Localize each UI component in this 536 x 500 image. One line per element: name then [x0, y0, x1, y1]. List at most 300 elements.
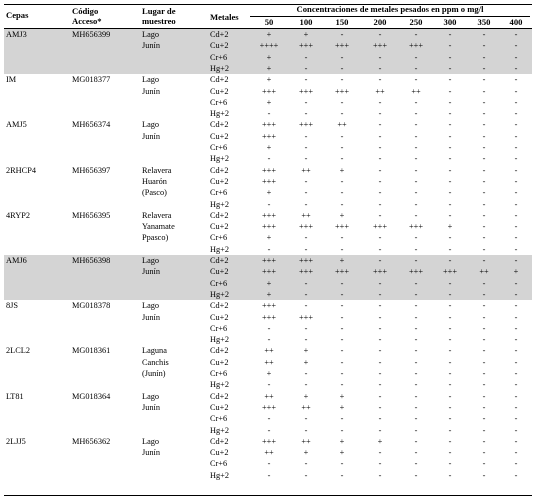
tolerance-value: +++ [408, 267, 424, 277]
metal-label: Cr+6 [210, 188, 228, 198]
tolerance-value: - [378, 448, 382, 458]
tolerance-value: - [514, 210, 518, 220]
tolerance-value: - [448, 75, 452, 85]
tolerance-value: - [482, 52, 486, 62]
tolerance-value: ++ [411, 86, 421, 96]
tolerance-value: - [340, 233, 344, 243]
metal-label: Cr+6 [210, 52, 228, 62]
tolerance-value: + [447, 222, 453, 232]
tolerance-value: - [482, 131, 486, 141]
tolerance-value: - [448, 301, 452, 311]
tolerance-value: - [448, 233, 452, 243]
tolerance-value: + [303, 448, 309, 458]
tolerance-value: - [378, 75, 382, 85]
tolerance-value: - [414, 131, 418, 141]
tolerance-value: - [514, 278, 518, 288]
tolerance-value: - [514, 335, 518, 345]
sampling-site-line: Yanamate [142, 222, 175, 232]
sampling-site-line: Junín [142, 402, 160, 412]
sampling-site-line: Canchis [142, 357, 169, 367]
accession-code: MH656399 [72, 30, 111, 39]
tolerance-value: - [378, 312, 382, 322]
strain-name: 2RHCP4 [6, 165, 36, 175]
tolerance-value: - [340, 75, 344, 85]
tolerance-value: - [514, 346, 518, 356]
tolerance-value: - [414, 233, 418, 243]
tolerance-value: - [304, 278, 308, 288]
tolerance-value: - [514, 256, 518, 265]
tolerance-value: - [340, 425, 344, 435]
sampling-site-line: Junín [142, 41, 160, 51]
tolerance-value: - [414, 346, 418, 356]
tolerance-value: - [267, 199, 271, 209]
tolerance-value: - [514, 75, 518, 85]
tolerance-value: - [304, 369, 308, 378]
tolerance-value: - [514, 176, 518, 186]
tolerance-value: +++ [372, 41, 388, 51]
tolerance-value: - [514, 52, 518, 62]
tolerance-value: - [482, 120, 486, 130]
tolerance-value: - [448, 278, 452, 288]
tolerance-value: - [448, 120, 452, 130]
tolerance-value: + [266, 369, 272, 378]
header-level-250: 250 [409, 17, 423, 27]
tolerance-value: - [414, 436, 418, 446]
tolerance-value: + [266, 143, 272, 152]
accession-code: MH656398 [72, 256, 111, 265]
tolerance-value: - [304, 188, 308, 198]
tolerance-value: - [267, 380, 271, 390]
sampling-site-line: Junín [142, 448, 160, 458]
tolerance-value: - [378, 30, 382, 39]
tolerance-value: - [378, 414, 382, 424]
tolerance-value: + [303, 30, 309, 39]
metal-label: Cr+6 [210, 143, 228, 152]
tolerance-value: - [482, 165, 486, 175]
tolerance-value: - [514, 391, 518, 401]
metal-label: Cu+2 [210, 176, 229, 186]
metal-label: Cu+2 [210, 41, 229, 51]
tolerance-value: - [482, 233, 486, 243]
tolerance-value: - [340, 335, 344, 345]
metal-label: Hg+2 [210, 199, 229, 209]
tolerance-value: - [414, 109, 418, 119]
tolerance-value: - [414, 335, 418, 345]
metal-label: Hg+2 [210, 335, 229, 345]
tolerance-value: - [378, 357, 382, 367]
tolerance-value: - [267, 244, 271, 254]
sampling-site-line: Relavera [142, 210, 172, 220]
tolerance-value: - [482, 323, 486, 333]
tolerance-value: - [482, 222, 486, 232]
tolerance-value: - [448, 244, 452, 254]
tolerance-value: + [266, 52, 272, 62]
tolerance-value: - [378, 346, 382, 356]
tolerance-value: - [414, 380, 418, 390]
sampling-site-line: Huarón [142, 176, 167, 186]
tolerance-value: - [482, 86, 486, 96]
tolerance-value: - [482, 63, 486, 73]
tolerance-value: +++ [334, 222, 350, 232]
metal-label: Cd+2 [210, 120, 229, 130]
metal-label: Cr+6 [210, 369, 228, 378]
tolerance-value: - [448, 414, 452, 424]
sampling-site-line: Lago [142, 75, 160, 85]
tolerance-value: +++ [298, 222, 314, 232]
tolerance-value: - [448, 312, 452, 322]
tolerance-value: - [448, 52, 452, 62]
metal-label: Hg+2 [210, 154, 229, 164]
tolerance-value: - [514, 154, 518, 164]
tolerance-value: - [482, 30, 486, 39]
sampling-site-line: Lago [142, 30, 160, 39]
tolerance-value: + [266, 75, 272, 85]
tolerance-value: - [340, 380, 344, 390]
metal-label: Cd+2 [210, 391, 229, 401]
tolerance-value: - [340, 244, 344, 254]
tolerance-value: - [378, 165, 382, 175]
tolerance-value: - [482, 470, 486, 480]
tolerance-value: - [448, 109, 452, 119]
tolerance-value: - [340, 188, 344, 198]
metal-label: Cu+2 [210, 312, 229, 322]
tolerance-value: ++ [301, 436, 311, 446]
tolerance-value: + [339, 165, 345, 175]
tolerance-value: +++ [261, 312, 277, 322]
tolerance-value: - [448, 131, 452, 141]
tolerance-value: ++++ [259, 41, 279, 51]
tolerance-value: - [448, 357, 452, 367]
tolerance-value: - [482, 289, 486, 299]
tolerance-value: + [303, 391, 309, 401]
tolerance-value: - [482, 176, 486, 186]
tolerance-value: +++ [261, 436, 277, 446]
tolerance-value: - [414, 143, 418, 152]
tolerance-value: - [448, 391, 452, 401]
tolerance-value: - [482, 75, 486, 85]
header-codigo-line1: Código [72, 6, 99, 16]
tolerance-value: - [448, 369, 452, 378]
tolerance-value: - [514, 448, 518, 458]
tolerance-value: - [514, 109, 518, 119]
tolerance-value: - [448, 154, 452, 164]
sampling-site-line: Lago [142, 256, 160, 265]
tolerance-value: ++ [301, 210, 311, 220]
metal-label: Cu+2 [210, 222, 229, 232]
tolerance-value: - [378, 289, 382, 299]
metal-label: Cr+6 [210, 278, 228, 288]
tolerance-value: - [482, 459, 486, 469]
tolerance-value: - [414, 278, 418, 288]
metal-label: Cd+2 [210, 256, 229, 265]
tolerance-value: - [514, 402, 518, 412]
tolerance-value: +++ [261, 256, 277, 265]
tolerance-value: - [514, 86, 518, 96]
sampling-site-line: Lago [142, 120, 160, 130]
tolerance-value: - [448, 30, 452, 39]
tolerance-value: - [304, 176, 308, 186]
tolerance-value: - [514, 312, 518, 322]
tolerance-value: +++ [261, 120, 277, 130]
bottom-rule [4, 495, 532, 496]
tolerance-value: +++ [298, 86, 314, 96]
tolerance-value: - [448, 289, 452, 299]
tolerance-value: - [482, 210, 486, 220]
strain-name: IM [6, 75, 17, 85]
tolerance-value: - [340, 109, 344, 119]
tolerance-value: - [514, 30, 518, 39]
tolerance-value: - [340, 357, 344, 367]
metal-label: Cu+2 [210, 402, 229, 412]
header-codigo-line2: Acceso* [72, 16, 102, 26]
header-cepas: Cepas [6, 10, 29, 20]
tolerance-value: - [304, 131, 308, 141]
sampling-site-line: Lago [142, 436, 160, 446]
tolerance-value: - [267, 323, 271, 333]
tolerance-value: - [378, 323, 382, 333]
tolerance-value: - [414, 30, 418, 39]
tolerance-value: - [414, 357, 418, 367]
tolerance-value: ++ [301, 402, 311, 412]
tolerance-value: - [448, 86, 452, 96]
tolerance-value: - [514, 165, 518, 175]
tolerance-value: +++ [372, 222, 388, 232]
accession-code: MH656397 [72, 165, 111, 175]
tolerance-value: + [339, 210, 345, 220]
sampling-site-line: Lago [142, 391, 160, 401]
tolerance-value: - [514, 414, 518, 424]
tolerance-value: - [378, 176, 382, 186]
tolerance-value: - [448, 323, 452, 333]
tolerance-value: +++ [261, 176, 277, 186]
tolerance-value: - [514, 323, 518, 333]
tolerance-value: - [448, 402, 452, 412]
tolerance-value: - [378, 301, 382, 311]
metal-label: Cu+2 [210, 86, 229, 96]
metal-label: Cd+2 [210, 346, 229, 356]
tolerance-value: - [414, 312, 418, 322]
tolerance-value: - [482, 256, 486, 265]
tolerance-value: - [514, 41, 518, 51]
tolerance-value: - [414, 165, 418, 175]
tolerance-value: - [378, 52, 382, 62]
tolerance-value: - [514, 380, 518, 390]
tolerance-value: - [482, 414, 486, 424]
tolerance-value: - [378, 188, 382, 198]
sampling-site-line: Relavera [142, 165, 172, 175]
tolerance-value: - [378, 97, 382, 107]
tolerance-value: + [303, 346, 309, 356]
tolerance-value: - [378, 244, 382, 254]
header-lugar-line1: Lugar de [142, 6, 176, 16]
tolerance-value: - [448, 459, 452, 469]
tolerance-value: +++ [261, 165, 277, 175]
metal-label: Hg+2 [210, 244, 229, 254]
sampling-site-line: Junín [142, 267, 160, 277]
tolerance-value: - [340, 97, 344, 107]
tolerance-value: - [448, 143, 452, 152]
tolerance-value: - [378, 120, 382, 130]
tolerance-value: - [378, 199, 382, 209]
accession-code: MG018377 [72, 75, 111, 85]
header-level-400: 400 [509, 17, 523, 27]
header-level-100: 100 [299, 17, 313, 27]
tolerance-value: +++ [261, 86, 277, 96]
tolerance-value: - [267, 470, 271, 480]
tolerance-value: - [448, 380, 452, 390]
sampling-site-line: Laguna [142, 346, 167, 356]
tolerance-value: +++ [261, 402, 277, 412]
tolerance-value: - [304, 414, 308, 424]
tolerance-value: - [448, 41, 452, 51]
tolerance-value: - [514, 143, 518, 152]
tolerance-value: +++ [334, 86, 350, 96]
metal-label: Cd+2 [210, 165, 229, 175]
tolerance-value: - [340, 369, 344, 378]
tolerance-value: - [482, 380, 486, 390]
tolerance-value: - [448, 188, 452, 198]
tolerance-value: - [482, 188, 486, 198]
strain-name: LT81 [6, 391, 24, 401]
tolerance-value: - [514, 425, 518, 435]
tolerance-value: +++ [298, 267, 314, 277]
tolerance-value: - [448, 436, 452, 446]
tolerance-value: - [414, 154, 418, 164]
tolerance-value: +++ [372, 267, 388, 277]
tolerance-value: - [482, 109, 486, 119]
tolerance-value: - [340, 414, 344, 424]
tolerance-value: - [482, 244, 486, 254]
header-level-50: 50 [264, 17, 274, 27]
tolerance-value: - [482, 143, 486, 152]
tolerance-value: - [304, 63, 308, 73]
tolerance-value: - [414, 120, 418, 130]
metal-label: Cd+2 [210, 210, 229, 220]
header-level-350: 350 [477, 17, 491, 27]
tolerance-value: + [266, 97, 272, 107]
tolerance-value: + [266, 289, 272, 299]
tolerance-value: - [514, 244, 518, 254]
accession-code: MH656374 [72, 120, 111, 130]
tolerance-value: - [514, 357, 518, 367]
tolerance-value: - [340, 30, 344, 39]
tolerance-value: + [377, 436, 383, 446]
tolerance-value: +++ [442, 267, 458, 277]
tolerance-value: - [414, 75, 418, 85]
tolerance-value: - [378, 335, 382, 345]
strain-name: AMJ3 [6, 30, 27, 39]
tolerance-value: - [448, 210, 452, 220]
tolerance-value: - [378, 470, 382, 480]
tolerance-value: - [414, 199, 418, 209]
tolerance-value: - [514, 97, 518, 107]
tolerance-value: - [448, 448, 452, 458]
tolerance-value: - [414, 289, 418, 299]
tolerance-value: ++ [264, 391, 274, 401]
tolerance-value: - [378, 391, 382, 401]
accession-code: MG018364 [72, 391, 111, 401]
tolerance-value: +++ [334, 267, 350, 277]
tolerance-value: - [414, 52, 418, 62]
tolerance-value: +++ [298, 41, 314, 51]
tolerance-value: - [378, 233, 382, 243]
header-level-200: 200 [373, 17, 387, 27]
tolerance-value: - [414, 176, 418, 186]
tolerance-value: - [448, 97, 452, 107]
tolerance-value: - [414, 323, 418, 333]
tolerance-value: + [339, 448, 345, 458]
tolerance-value: - [482, 357, 486, 367]
metal-tolerance-table [4, 4, 532, 496]
header-level-150: 150 [335, 17, 349, 27]
tolerance-value: - [414, 256, 418, 265]
tolerance-value: - [414, 244, 418, 254]
tolerance-value: - [378, 154, 382, 164]
tolerance-value: ++ [264, 357, 274, 367]
tolerance-value: - [448, 176, 452, 186]
metal-label: Cd+2 [210, 30, 229, 39]
tolerance-value: - [340, 459, 344, 469]
tolerance-value: +++ [298, 120, 314, 130]
tolerance-value: - [482, 278, 486, 288]
header-lugar-line2: muestreo [142, 16, 176, 26]
tolerance-value: - [514, 233, 518, 243]
tolerance-value: - [340, 312, 344, 322]
tolerance-value: - [482, 391, 486, 401]
tolerance-value: - [482, 436, 486, 446]
tolerance-value: - [267, 109, 271, 119]
tolerance-value: - [304, 470, 308, 480]
tolerance-value: - [304, 459, 308, 469]
tolerance-value: - [514, 120, 518, 130]
tolerance-value: - [267, 154, 271, 164]
tolerance-value: - [340, 301, 344, 311]
tolerance-value: - [378, 210, 382, 220]
tolerance-value: + [513, 267, 519, 277]
tolerance-value: - [414, 369, 418, 378]
tolerance-value: - [414, 414, 418, 424]
tolerance-value: +++ [408, 41, 424, 51]
tolerance-value: - [340, 52, 344, 62]
metal-label: Cd+2 [210, 436, 229, 446]
accession-code: MH656362 [72, 436, 111, 446]
metal-label: Hg+2 [210, 109, 229, 119]
tolerance-value: ++ [479, 267, 489, 277]
tolerance-value: - [340, 143, 344, 152]
accession-code: MH656395 [72, 210, 111, 220]
tolerance-value: - [267, 335, 271, 345]
tolerance-value: - [482, 312, 486, 322]
tolerance-value: - [304, 97, 308, 107]
tolerance-value: - [378, 402, 382, 412]
metal-label: Hg+2 [210, 470, 229, 480]
tolerance-value: - [448, 199, 452, 209]
metal-label: Cr+6 [210, 414, 228, 424]
tolerance-value: - [482, 41, 486, 51]
tolerance-value: + [266, 63, 272, 73]
tolerance-value: - [482, 154, 486, 164]
tolerance-value: - [304, 143, 308, 152]
tolerance-value: - [482, 301, 486, 311]
tolerance-value: - [378, 131, 382, 141]
tolerance-value: - [414, 459, 418, 469]
tolerance-value: + [303, 357, 309, 367]
tolerance-value: + [266, 30, 272, 39]
tolerance-value: - [378, 278, 382, 288]
tolerance-value: - [448, 470, 452, 480]
sampling-site-line: (Junín) [142, 369, 166, 378]
tolerance-value: - [340, 154, 344, 164]
